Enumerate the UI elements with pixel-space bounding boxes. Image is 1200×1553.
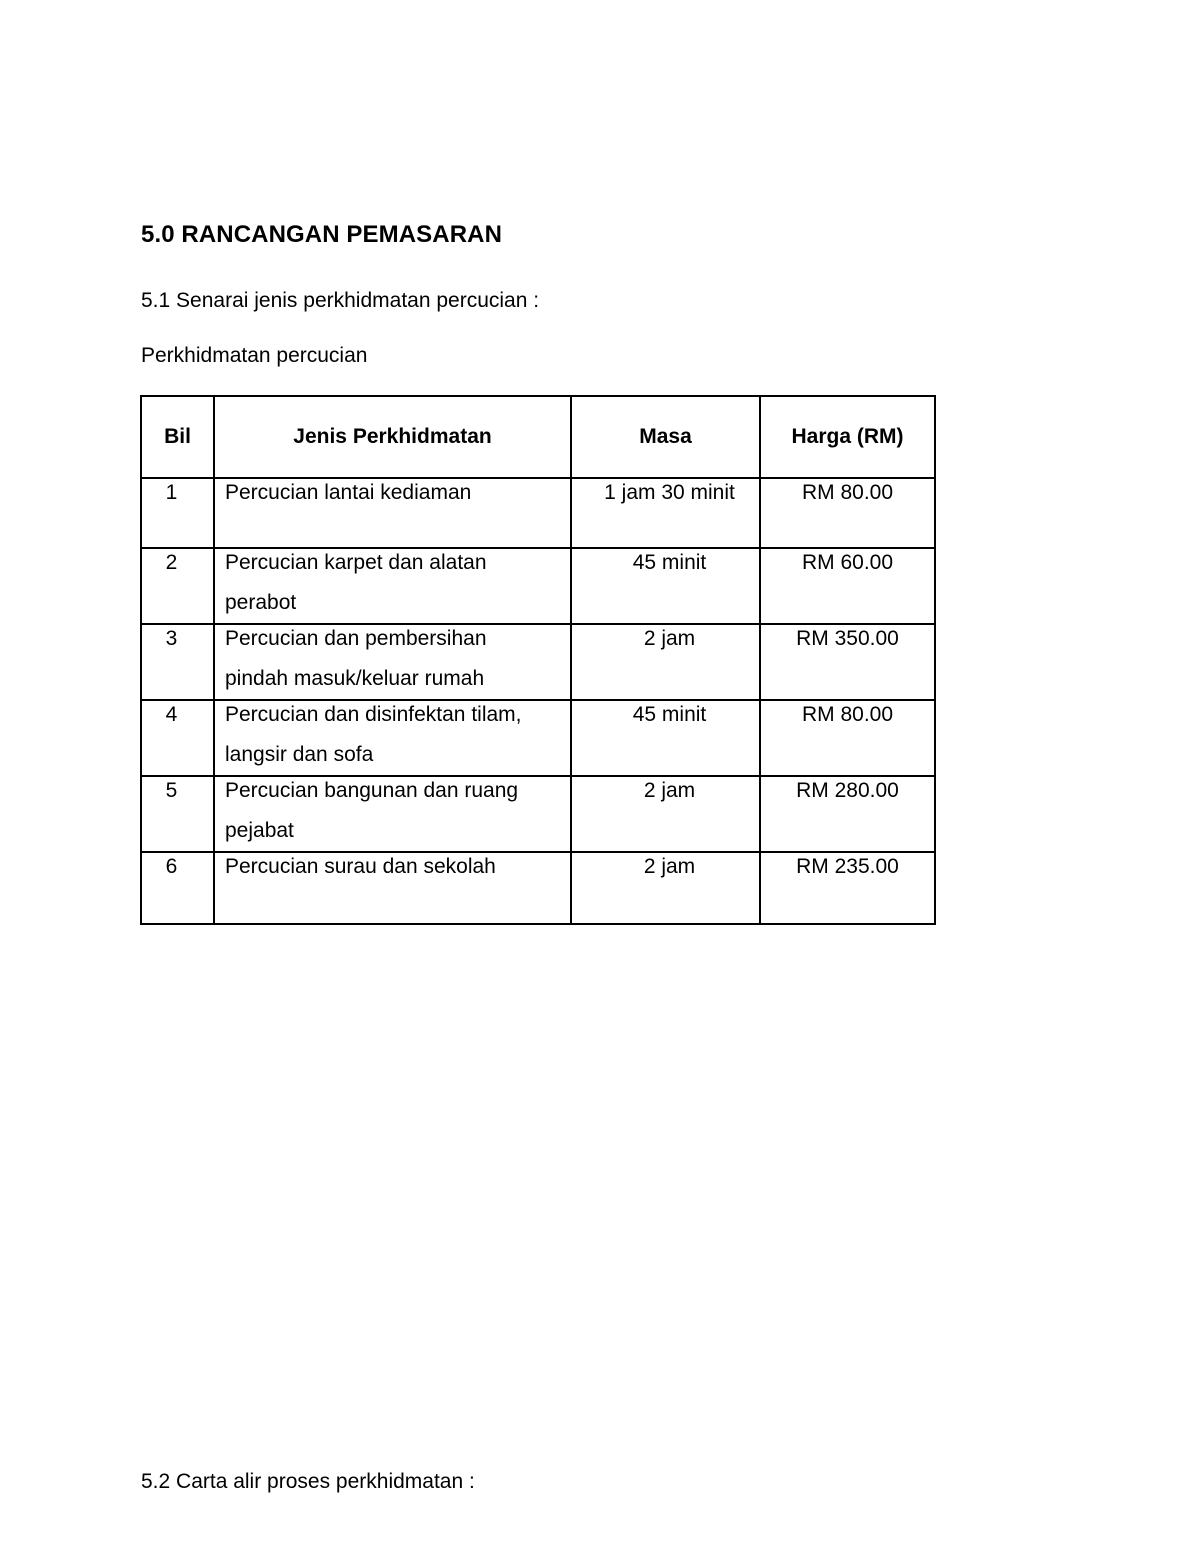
table-header-row: [141, 396, 935, 478]
cell-masa: 45 minit: [571, 700, 760, 776]
cell-harga: RM 80.00: [760, 478, 935, 548]
table-row: [141, 852, 935, 924]
cell-jenis: Percucian lantai kediaman: [214, 478, 571, 548]
services-table: [140, 395, 936, 925]
header-harga: Harga (RM): [760, 396, 935, 478]
cell-jenis: Percucian surau dan sekolah: [214, 852, 571, 924]
cell-jenis: Percucian karpet dan alatan perabot: [214, 548, 571, 624]
section-heading-flowchart: 5.2 Carta alir proses perkhidmatan :: [141, 1470, 475, 1493]
header-jenis-perkhidmatan: Jenis Perkhidmatan: [214, 396, 571, 478]
cell-masa: 45 minit: [571, 548, 760, 624]
cell-masa: 2 jam: [571, 776, 760, 852]
cell-masa: 1 jam 30 minit: [571, 478, 760, 548]
cell-bil: 1: [141, 478, 214, 548]
table-caption: Perkhidmatan percucian: [141, 344, 368, 367]
cell-masa: 2 jam: [571, 852, 760, 924]
table-row: [141, 478, 935, 548]
cell-harga: RM 280.00: [760, 776, 935, 852]
cell-masa: 2 jam: [571, 624, 760, 700]
cell-harga: RM 350.00: [760, 624, 935, 700]
cell-jenis: Percucian dan disinfektan tilam, langsir dan sofa: [214, 700, 571, 776]
cell-jenis: Percucian bangunan dan ruang pejabat: [214, 776, 571, 852]
cell-bil: 4: [141, 700, 214, 776]
table-row: [141, 624, 935, 700]
cell-bil: 3: [141, 624, 214, 700]
cell-harga: RM 80.00: [760, 700, 935, 776]
cell-bil: 6: [141, 852, 214, 924]
cell-harga: RM 235.00: [760, 852, 935, 924]
cell-jenis: Percucian dan pembersihan pindah masuk/keluar rumah: [214, 624, 571, 700]
header-masa: Masa: [571, 396, 760, 478]
cell-harga: RM 60.00: [760, 548, 935, 624]
table-row: [141, 700, 935, 776]
page-title: 5.0 RANCANGAN PEMASARAN: [141, 221, 502, 248]
table-row: [141, 548, 935, 624]
section-heading-services-list: 5.1 Senarai jenis perkhidmatan percucian :: [141, 289, 540, 312]
table-row: [141, 776, 935, 852]
cell-bil: 5: [141, 776, 214, 852]
cell-bil: 2: [141, 548, 214, 624]
header-bil: Bil: [141, 396, 214, 478]
